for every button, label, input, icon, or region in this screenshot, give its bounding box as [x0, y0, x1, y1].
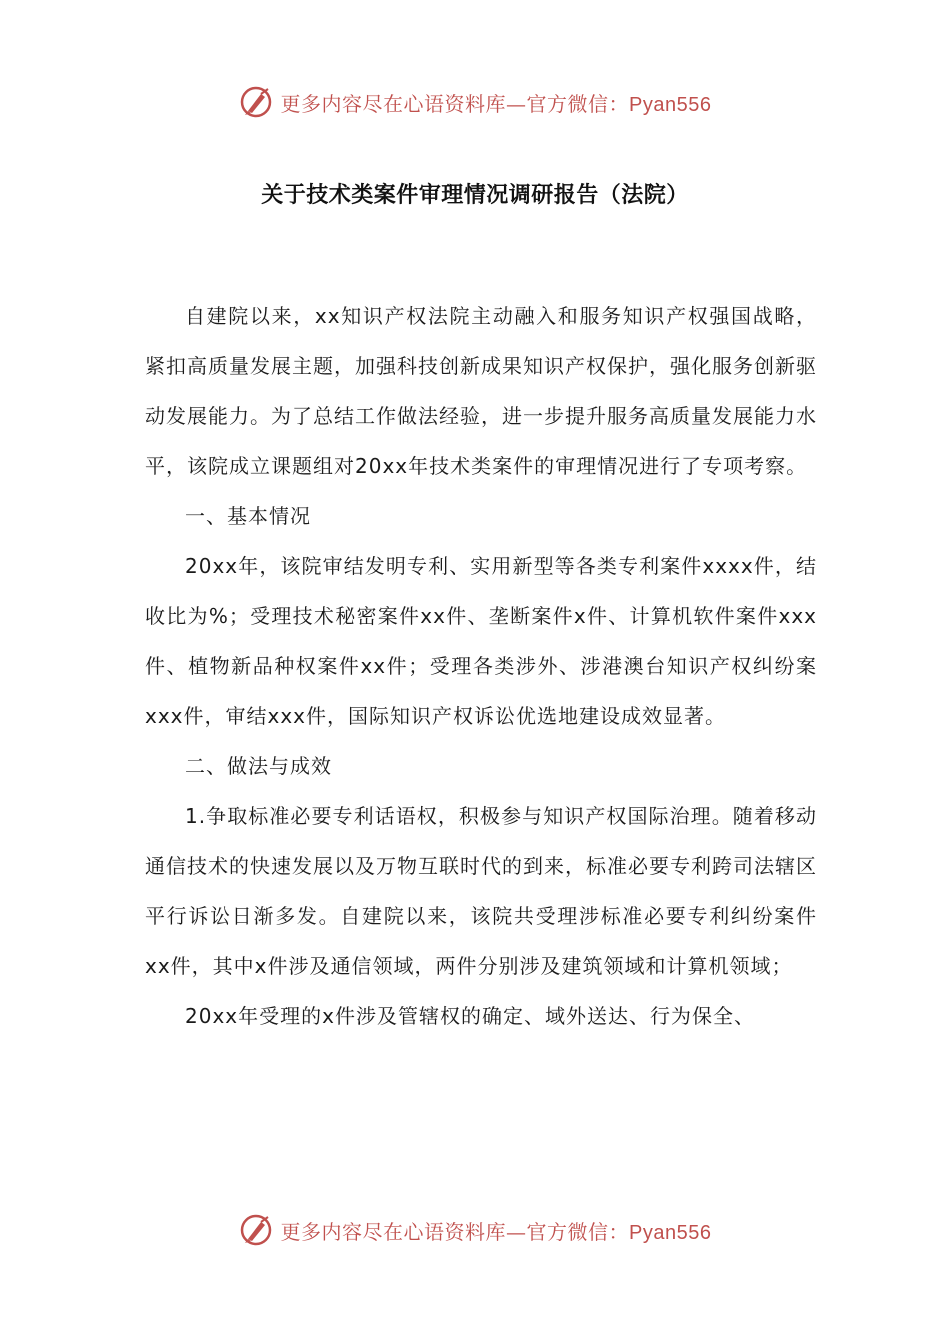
document-body	[145, 291, 817, 1041]
pen-nib-logo-icon	[239, 1213, 273, 1247]
pen-nib-logo-icon	[239, 85, 273, 119]
basic-situation-paragraph: 20xx年，该院审结发明专利、实用新型等各类专利案件xxxx件，结收比为%；受理技术秘密案件xx件、垄断案件x件、计算机软件案件xxx件、植物新品种权案件xx件；受理各类涉外、涉港澳台知识产权纠纷案xxx件，审结xxx件，国际知识产权诉讼优选地建设成效显著。	[145, 554, 817, 728]
practice-item-1-paragraph: 1.争取标准必要专利话语权，积极参与知识产权国际治理。随着移动通信技术的快速发展以及万物互联时代的到来，标准必要专利跨司法辖区平行诉讼日渐多发。自建院以来，该院共受理涉标准必要专利纠纷案件xx件，其中x件涉及通信领域，两件分别涉及建筑领域和计算机领域；	[145, 804, 817, 978]
document-title: 关于技术类案件审理情况调研报告（法院）	[261, 183, 689, 208]
continuation-paragraph: 20xx年受理的x件涉及管辖权的确定、域外送达、行为保全、	[185, 1004, 755, 1028]
section-heading-basic-situation: 一、基本情况	[185, 504, 311, 528]
watermark-header	[0, 82, 950, 122]
watermark-text: 更多内容尽在心语资料库—官方微信：Pyan556	[280, 91, 712, 116]
intro-paragraph: 自建院以来，xx知识产权法院主动融入和服务知识产权强国战略，紧扣高质量发展主题，加强科技创新成果知识产权保护，强化服务创新驱动发展能力。为了总结工作做法经验，进一步提升服务高质量发展能力水平，该院成立课题组对20xx年技术类案件的审理情况进行了专项考察。	[145, 304, 817, 478]
watermark-text: 更多内容尽在心语资料库—官方微信：Pyan556	[280, 1219, 712, 1244]
section-heading-practices-results: 二、做法与成效	[185, 754, 332, 778]
watermark-footer	[0, 1210, 950, 1250]
